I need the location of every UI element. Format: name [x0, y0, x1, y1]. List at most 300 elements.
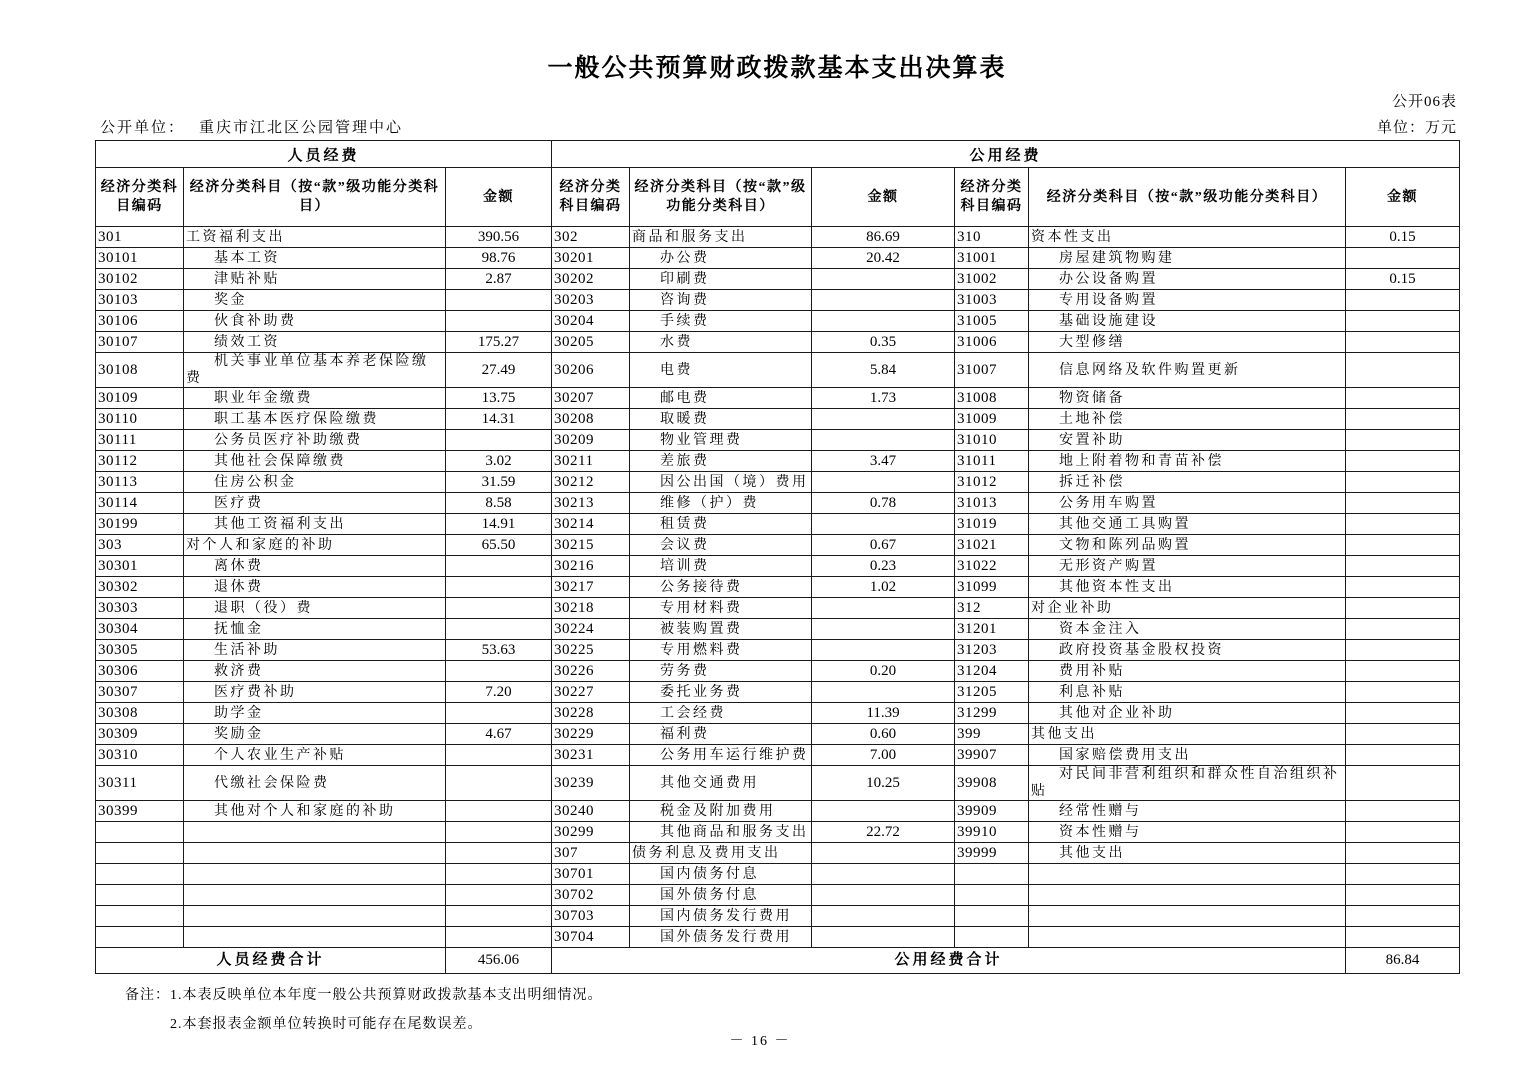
- table-row: [96, 269, 1460, 290]
- subject-cell: 咨询费: [630, 290, 812, 311]
- table-row: [96, 885, 1460, 906]
- subject-cell: 差旅费: [630, 451, 812, 472]
- subject-cell: 国家赔偿费用支出: [1029, 745, 1346, 766]
- amount-cell: 65.50: [446, 535, 552, 556]
- amount-cell: [1346, 577, 1460, 598]
- code-cell: [96, 885, 184, 906]
- amount-cell: [446, 745, 552, 766]
- code-cell: 30231: [552, 745, 630, 766]
- amount-cell: [812, 311, 955, 332]
- amount-cell: [1346, 248, 1460, 269]
- subject-cell: 信息网络及软件购置更新: [1029, 353, 1346, 388]
- amount-cell: 11.39: [812, 703, 955, 724]
- table-row: [96, 864, 1460, 885]
- subject-cell: 委托业务费: [630, 682, 812, 703]
- amount-cell: 14.31: [446, 409, 552, 430]
- code-cell: 31006: [955, 332, 1029, 353]
- amount-cell: [1346, 451, 1460, 472]
- subject-cell: 办公设备购置: [1029, 269, 1346, 290]
- code-cell: 303: [96, 535, 184, 556]
- code-cell: 39910: [955, 822, 1029, 843]
- code-cell: 307: [552, 843, 630, 864]
- subject-cell: 机关事业单位基本养老保险缴费: [184, 353, 446, 388]
- table-row: [96, 598, 1460, 619]
- table-row: [96, 661, 1460, 682]
- code-cell: 30212: [552, 472, 630, 493]
- column-header-row: [96, 168, 1460, 227]
- subject-cell: 其他支出: [1029, 724, 1346, 745]
- table-row: [96, 388, 1460, 409]
- subject-cell: 劳务费: [630, 661, 812, 682]
- subject-cell: 职工基本医疗保险缴费: [184, 409, 446, 430]
- table-row: [96, 556, 1460, 577]
- col-header-amount-2: 金额: [812, 168, 955, 227]
- col-header-amount-3: 金额: [1346, 168, 1460, 227]
- amount-cell: [446, 290, 552, 311]
- subject-cell: 被装购置费: [630, 619, 812, 640]
- code-cell: [96, 822, 184, 843]
- code-cell: 30304: [96, 619, 184, 640]
- subject-cell: 因公出国（境）费用: [630, 472, 812, 493]
- code-cell: 39999: [955, 843, 1029, 864]
- meta-block: [95, 84, 1459, 140]
- subject-cell: [184, 906, 446, 927]
- code-cell: 399: [955, 724, 1029, 745]
- unit-label: 单位：万元: [1376, 120, 1457, 136]
- code-cell: 31007: [955, 353, 1029, 388]
- amount-cell: 4.67: [446, 724, 552, 745]
- code-cell: 31010: [955, 430, 1029, 451]
- amount-cell: [446, 556, 552, 577]
- code-cell: 31013: [955, 493, 1029, 514]
- publisher-label: 公开单位：: [100, 120, 186, 136]
- code-cell: 30112: [96, 451, 184, 472]
- amount-cell: 86.69: [812, 227, 955, 248]
- amount-cell: [812, 927, 955, 948]
- subject-cell: [1029, 927, 1346, 948]
- amount-cell: 5.84: [812, 353, 955, 388]
- amount-cell: 7.00: [812, 745, 955, 766]
- code-cell: 30305: [96, 640, 184, 661]
- amount-cell: 8.58: [446, 493, 552, 514]
- amount-cell: [446, 311, 552, 332]
- amount-cell: [446, 801, 552, 822]
- code-cell: 30302: [96, 577, 184, 598]
- publisher-value: 重庆市江北区公园管理中心: [199, 120, 404, 136]
- code-cell: 39908: [955, 766, 1029, 801]
- code-cell: 31008: [955, 388, 1029, 409]
- col-header-subject-1: 经济分类科目（按“款”级功能分类科目）: [184, 168, 446, 227]
- table-row: [96, 472, 1460, 493]
- code-cell: 30202: [552, 269, 630, 290]
- subject-cell: 印刷费: [630, 269, 812, 290]
- amount-cell: [1346, 311, 1460, 332]
- amount-cell: [812, 801, 955, 822]
- subject-cell: 税金及附加费用: [630, 801, 812, 822]
- table-row: [96, 906, 1460, 927]
- subject-cell: 公务员医疗补助缴费: [184, 430, 446, 451]
- table-row: [96, 248, 1460, 269]
- amount-cell: 0.35: [812, 332, 955, 353]
- code-cell: 30228: [552, 703, 630, 724]
- amount-cell: [1346, 353, 1460, 388]
- subject-cell: 专用燃料费: [630, 640, 812, 661]
- code-cell: 31205: [955, 682, 1029, 703]
- amount-cell: [1346, 535, 1460, 556]
- amount-cell: [1346, 745, 1460, 766]
- code-cell: 312: [955, 598, 1029, 619]
- table-row: [96, 801, 1460, 822]
- personnel-group-header: 人员经费: [96, 141, 552, 168]
- amount-cell: [1346, 724, 1460, 745]
- amount-cell: [812, 864, 955, 885]
- amount-cell: [1346, 661, 1460, 682]
- amount-cell: [446, 927, 552, 948]
- code-cell: 30108: [96, 353, 184, 388]
- subject-cell: 医疗费补助: [184, 682, 446, 703]
- code-cell: 30114: [96, 493, 184, 514]
- subject-cell: [184, 843, 446, 864]
- amount-cell: [446, 598, 552, 619]
- code-cell: 30217: [552, 577, 630, 598]
- table-row: [96, 535, 1460, 556]
- subject-cell: [1029, 906, 1346, 927]
- table-row: [96, 703, 1460, 724]
- amount-cell: 27.49: [446, 353, 552, 388]
- code-cell: 30704: [552, 927, 630, 948]
- code-cell: 30215: [552, 535, 630, 556]
- subject-cell: 国内债务付息: [630, 864, 812, 885]
- code-cell: 302: [552, 227, 630, 248]
- code-cell: 30224: [552, 619, 630, 640]
- amount-cell: [812, 843, 955, 864]
- table-row: [96, 724, 1460, 745]
- amount-cell: [812, 430, 955, 451]
- table-row: [96, 843, 1460, 864]
- subject-cell: 绩效工资: [184, 332, 446, 353]
- table-row: [96, 451, 1460, 472]
- code-cell: [96, 843, 184, 864]
- code-cell: 30107: [96, 332, 184, 353]
- subject-cell: 生活补助: [184, 640, 446, 661]
- subject-cell: 其他资本性支出: [1029, 577, 1346, 598]
- subject-cell: 医疗费: [184, 493, 446, 514]
- amount-cell: 0.23: [812, 556, 955, 577]
- subject-cell: [1029, 864, 1346, 885]
- code-cell: 31002: [955, 269, 1029, 290]
- code-cell: 30309: [96, 724, 184, 745]
- amount-cell: [812, 514, 955, 535]
- code-cell: 30201: [552, 248, 630, 269]
- subject-cell: 其他工资福利支出: [184, 514, 446, 535]
- code-cell: 30239: [552, 766, 630, 801]
- amount-cell: 10.25: [812, 766, 955, 801]
- amount-cell: [1346, 472, 1460, 493]
- expenditure-table: [95, 140, 1460, 974]
- code-cell: 30703: [552, 906, 630, 927]
- subject-cell: 代缴社会保险费: [184, 766, 446, 801]
- public-total-amount: 86.84: [1346, 948, 1460, 974]
- code-cell: 31019: [955, 514, 1029, 535]
- amount-cell: 0.78: [812, 493, 955, 514]
- amount-cell: [1346, 556, 1460, 577]
- subject-cell: 对民间非营利组织和群众性自治组织补贴: [1029, 766, 1346, 801]
- amount-cell: 390.56: [446, 227, 552, 248]
- code-cell: 39909: [955, 801, 1029, 822]
- code-cell: 30205: [552, 332, 630, 353]
- subject-cell: 个人农业生产补贴: [184, 745, 446, 766]
- code-cell: 30303: [96, 598, 184, 619]
- code-cell: 30206: [552, 353, 630, 388]
- col-header-amount-1: 金额: [446, 168, 552, 227]
- amount-cell: [446, 619, 552, 640]
- code-cell: 30214: [552, 514, 630, 535]
- subject-cell: 专用材料费: [630, 598, 812, 619]
- col-header-subject-3: 经济分类科目（按“款”级功能分类科目）: [1029, 168, 1346, 227]
- subject-cell: 文物和陈列品购置: [1029, 535, 1346, 556]
- subject-cell: 安置补助: [1029, 430, 1346, 451]
- code-cell: 30109: [96, 388, 184, 409]
- code-cell: 30216: [552, 556, 630, 577]
- code-cell: 30229: [552, 724, 630, 745]
- amount-cell: 0.20: [812, 661, 955, 682]
- subject-cell: 大型修缮: [1029, 332, 1346, 353]
- code-cell: 31009: [955, 409, 1029, 430]
- amount-cell: [1346, 409, 1460, 430]
- subject-cell: 土地补偿: [1029, 409, 1346, 430]
- page-title: 一般公共预算财政拨款基本支出决算表: [547, 55, 1007, 82]
- code-cell: 30310: [96, 745, 184, 766]
- subject-cell: [184, 885, 446, 906]
- amount-cell: 7.20: [446, 682, 552, 703]
- subject-cell: 租赁费: [630, 514, 812, 535]
- code-cell: 31204: [955, 661, 1029, 682]
- amount-cell: [1346, 927, 1460, 948]
- code-cell: 30218: [552, 598, 630, 619]
- code-cell: 30113: [96, 472, 184, 493]
- public-total-label: 公用经费合计: [552, 948, 1346, 974]
- code-cell: 31201: [955, 619, 1029, 640]
- code-cell: 30227: [552, 682, 630, 703]
- amount-cell: 0.60: [812, 724, 955, 745]
- subject-cell: [184, 927, 446, 948]
- amount-cell: 31.59: [446, 472, 552, 493]
- code-cell: 30102: [96, 269, 184, 290]
- amount-cell: 0.15: [1346, 227, 1460, 248]
- amount-cell: [1346, 598, 1460, 619]
- code-cell: 30240: [552, 801, 630, 822]
- amount-cell: [812, 619, 955, 640]
- subject-cell: 伙食补助费: [184, 311, 446, 332]
- amount-cell: [1346, 682, 1460, 703]
- subject-cell: 基本工资: [184, 248, 446, 269]
- amount-cell: [446, 885, 552, 906]
- code-cell: 30203: [552, 290, 630, 311]
- code-cell: 31011: [955, 451, 1029, 472]
- amount-cell: [446, 822, 552, 843]
- amount-cell: [812, 598, 955, 619]
- subject-cell: 其他社会保障缴费: [184, 451, 446, 472]
- amount-cell: [812, 906, 955, 927]
- page-number: － 16 －: [729, 1034, 791, 1049]
- table-row: [96, 227, 1460, 248]
- subject-cell: 地上附着物和青苗补偿: [1029, 451, 1346, 472]
- subject-cell: 会议费: [630, 535, 812, 556]
- amount-cell: [1346, 801, 1460, 822]
- subject-cell: 资本金注入: [1029, 619, 1346, 640]
- note-line-2: 2.本套报表金额单位转换时可能存在尾数误差。: [170, 1017, 483, 1032]
- amount-cell: 2.87: [446, 269, 552, 290]
- public-group-header: 公用经费: [552, 141, 1460, 168]
- subject-cell: 助学金: [184, 703, 446, 724]
- code-cell: [96, 927, 184, 948]
- code-cell: 30211: [552, 451, 630, 472]
- code-cell: 301: [96, 227, 184, 248]
- table-row: [96, 682, 1460, 703]
- code-cell: 30207: [552, 388, 630, 409]
- note-line-1: 1.本表反映单位本年度一般公共预算财政拨款基本支出明细情况。: [170, 988, 603, 1003]
- table-row: [96, 619, 1460, 640]
- amount-cell: [446, 703, 552, 724]
- amount-cell: [812, 409, 955, 430]
- subject-cell: 公务用车购置: [1029, 493, 1346, 514]
- amount-cell: [1346, 822, 1460, 843]
- code-cell: [955, 927, 1029, 948]
- subject-cell: 职业年金缴费: [184, 388, 446, 409]
- code-cell: 30213: [552, 493, 630, 514]
- table-row: [96, 290, 1460, 311]
- code-cell: 31099: [955, 577, 1029, 598]
- code-cell: 30306: [96, 661, 184, 682]
- col-header-code-2: 经济分类科目编码: [552, 168, 630, 227]
- col-header-subject-2: 经济分类科目（按“款”级功能分类科目）: [630, 168, 812, 227]
- subject-cell: 公务接待费: [630, 577, 812, 598]
- table-row: [96, 332, 1460, 353]
- amount-cell: 98.76: [446, 248, 552, 269]
- amount-cell: [1346, 430, 1460, 451]
- subject-cell: 对个人和家庭的补助: [184, 535, 446, 556]
- subject-cell: 办公费: [630, 248, 812, 269]
- code-cell: 30199: [96, 514, 184, 535]
- subject-cell: 拆迁补偿: [1029, 472, 1346, 493]
- subject-cell: 津贴补贴: [184, 269, 446, 290]
- subject-cell: 手续费: [630, 311, 812, 332]
- subject-cell: 离休费: [184, 556, 446, 577]
- code-cell: [955, 906, 1029, 927]
- subject-cell: 资本性赠与: [1029, 822, 1346, 843]
- code-cell: 30101: [96, 248, 184, 269]
- subject-cell: 水费: [630, 332, 812, 353]
- subject-cell: 其他交通工具购置: [1029, 514, 1346, 535]
- code-cell: 30399: [96, 801, 184, 822]
- code-cell: 31005: [955, 311, 1029, 332]
- code-cell: 30307: [96, 682, 184, 703]
- amount-cell: [1346, 766, 1460, 801]
- subject-cell: 维修（护）费: [630, 493, 812, 514]
- code-cell: 30299: [552, 822, 630, 843]
- subject-cell: 国内债务发行费用: [630, 906, 812, 927]
- table-row: [96, 766, 1460, 801]
- amount-cell: 0.15: [1346, 269, 1460, 290]
- subject-cell: 培训费: [630, 556, 812, 577]
- subject-cell: 公务用车运行维护费: [630, 745, 812, 766]
- subject-cell: 电费: [630, 353, 812, 388]
- amount-cell: [812, 290, 955, 311]
- subject-cell: 对企业补助: [1029, 598, 1346, 619]
- amount-cell: [1346, 388, 1460, 409]
- total-row: [96, 948, 1460, 974]
- subject-cell: 专用设备购置: [1029, 290, 1346, 311]
- amount-cell: [446, 577, 552, 598]
- code-cell: 31003: [955, 290, 1029, 311]
- code-cell: 30308: [96, 703, 184, 724]
- code-cell: 31012: [955, 472, 1029, 493]
- table-row: [96, 311, 1460, 332]
- amount-cell: 20.42: [812, 248, 955, 269]
- code-cell: 31022: [955, 556, 1029, 577]
- personnel-total-label: 人员经费合计: [96, 948, 446, 974]
- subject-cell: 工资福利支出: [184, 227, 446, 248]
- amount-cell: [812, 269, 955, 290]
- amount-cell: [1346, 864, 1460, 885]
- code-cell: [955, 885, 1029, 906]
- subject-cell: 利息补贴: [1029, 682, 1346, 703]
- code-cell: 30702: [552, 885, 630, 906]
- amount-cell: [446, 906, 552, 927]
- amount-cell: [446, 430, 552, 451]
- table-row: [96, 745, 1460, 766]
- subject-cell: 基础设施建设: [1029, 311, 1346, 332]
- table-body: [96, 227, 1460, 948]
- subject-cell: 其他交通费用: [630, 766, 812, 801]
- subject-cell: 其他商品和服务支出: [630, 822, 812, 843]
- code-cell: 30204: [552, 311, 630, 332]
- code-cell: 30225: [552, 640, 630, 661]
- table-row: [96, 822, 1460, 843]
- amount-cell: [812, 472, 955, 493]
- code-cell: 39907: [955, 745, 1029, 766]
- code-cell: 31299: [955, 703, 1029, 724]
- subject-cell: 无形资产购置: [1029, 556, 1346, 577]
- amount-cell: 1.02: [812, 577, 955, 598]
- document-content: [95, 0, 1459, 1044]
- amount-cell: [1346, 906, 1460, 927]
- code-cell: 31021: [955, 535, 1029, 556]
- subject-cell: 福利费: [630, 724, 812, 745]
- subject-cell: 邮电费: [630, 388, 812, 409]
- publisher-line: [100, 116, 403, 137]
- subject-cell: 抚恤金: [184, 619, 446, 640]
- group-header-row: [96, 141, 1460, 168]
- subject-cell: 退休费: [184, 577, 446, 598]
- code-cell: 30106: [96, 311, 184, 332]
- table-row: [96, 927, 1460, 948]
- amount-cell: 22.72: [812, 822, 955, 843]
- code-cell: 30311: [96, 766, 184, 801]
- subject-cell: 商品和服务支出: [630, 227, 812, 248]
- code-cell: 30701: [552, 864, 630, 885]
- code-cell: [96, 864, 184, 885]
- amount-cell: [1346, 493, 1460, 514]
- code-cell: [955, 864, 1029, 885]
- table-row: [96, 409, 1460, 430]
- amount-cell: [812, 885, 955, 906]
- amount-cell: 53.63: [446, 640, 552, 661]
- code-cell: 30208: [552, 409, 630, 430]
- amount-cell: 13.75: [446, 388, 552, 409]
- subject-cell: 退职（役）费: [184, 598, 446, 619]
- subject-cell: 工会经费: [630, 703, 812, 724]
